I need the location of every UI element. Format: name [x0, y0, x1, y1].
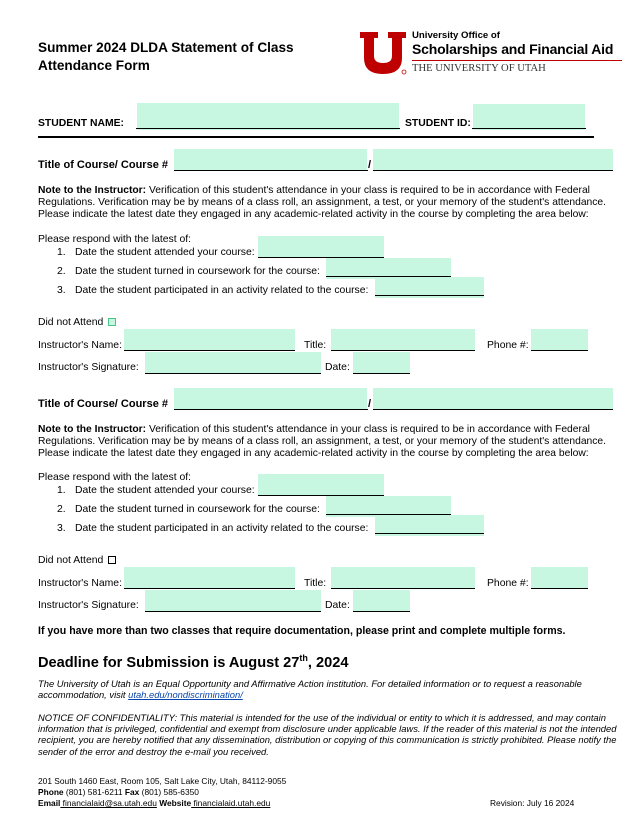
student-name-field[interactable] — [137, 103, 399, 130]
student-name-underline — [136, 128, 400, 129]
course1-instructor-title-field[interactable] — [331, 329, 475, 351]
course1-signature-underline — [145, 373, 321, 374]
course2-title-field[interactable] — [174, 388, 367, 410]
logo-line1: University Office of — [412, 30, 500, 41]
course2-item2-text: Date the student turned in coursework for the course: — [75, 504, 320, 515]
course2-phone-label: Phone #: — [487, 578, 529, 589]
course2-item3-underline — [375, 533, 484, 534]
logo-rule — [412, 60, 622, 61]
course2-instructor-name-field[interactable] — [124, 567, 295, 589]
course2-note: Note to the Instructor: Verification of this student's attendance in your class is required to be in accordance with Federal Regulations. Verification may be by means of a class roll, an assignment, a test, or your memory of the student's attendance. Please indicate the latest date they engaged in any academic-related activity in the course by completing the area below: — [38, 424, 607, 460]
student-name-label: STUDENT NAME: — [38, 118, 125, 129]
multiple-forms-note: If you have more than two classes that require documentation, please print and complete multiple forms. — [38, 625, 566, 637]
course1-phone-field[interactable] — [531, 329, 588, 351]
student-id-label: STUDENT ID: — [405, 118, 471, 129]
course1-item3-underline — [375, 295, 484, 296]
course2-item3-num: 3. — [57, 523, 66, 534]
logo-line3: THE UNIVERSITY OF UTAH — [412, 63, 546, 74]
course1-date-label: Date: — [325, 362, 350, 373]
course2-did-not-attend: Did not Attend — [38, 555, 116, 567]
course1-item3-text: Date the student participated in an activity related to the course: — [75, 285, 369, 296]
course2-instructor-title-field[interactable] — [331, 567, 475, 589]
course2-instructor-name-underline — [124, 588, 295, 589]
course1-instructor-name-underline — [124, 350, 295, 351]
course1-instructor-name-field[interactable] — [124, 329, 295, 351]
course2-item1-num: 1. — [57, 485, 66, 496]
course1-date-field[interactable] — [353, 352, 410, 374]
course1-label: Title of Course/ Course # — [38, 159, 168, 171]
course2-sep: / — [368, 398, 372, 410]
course1-item2-num: 2. — [57, 266, 66, 277]
course2-title-label: Title: — [304, 578, 327, 589]
course2-signature-underline — [145, 611, 321, 612]
block-u-icon — [358, 30, 408, 76]
course1-item2-text: Date the student turned in coursework for the course: — [75, 266, 320, 277]
course1-instructor-name-label: Instructor's Name: — [38, 340, 122, 351]
logo-line2: Scholarships and Financial Aid — [412, 41, 614, 57]
footer-phone-fax: Phone (801) 581-6211 Fax (801) 585-6350 — [38, 787, 199, 797]
course1-title-underline — [174, 170, 368, 171]
course1-item3-num: 3. — [57, 285, 66, 296]
student-id-field[interactable] — [473, 104, 585, 130]
course2-number-underline — [373, 409, 613, 410]
course2-did-not-attend-checkbox[interactable] — [108, 556, 116, 564]
deadline-heading: Deadline for Submission is August 27th, 2024 — [38, 653, 349, 671]
footer-email-link[interactable]: financialaid@sa.utah.edu — [60, 798, 157, 808]
footer-revision: Revision: July 16 2024 — [490, 798, 575, 808]
course2-date-underline — [353, 611, 410, 612]
course1-attended-field[interactable] — [258, 236, 384, 258]
student-id-underline — [472, 128, 586, 129]
course2-item2-num: 2. — [57, 504, 66, 515]
course2-phone-field[interactable] — [531, 567, 588, 589]
course1-did-not-attend-checkbox[interactable] — [108, 318, 116, 326]
course1-sep: / — [368, 159, 372, 171]
eoe-statement: The University of Utah is an Equal Opportunity and Affirmative Action institution. For detailed information or to request a reasonable accommodation, visit utah.edu/nondiscrimination/ — [38, 678, 582, 701]
course1-phone-underline — [531, 350, 588, 351]
course2-attended-field[interactable] — [258, 474, 384, 496]
course1-item1-text: Date the student attended your course: — [75, 247, 255, 258]
course1-number-underline — [373, 170, 613, 171]
course2-signature-field[interactable] — [145, 590, 321, 612]
footer-contact: Email financialaid@sa.utah.edu Website financialaid.utah.edu — [38, 798, 271, 808]
course2-number-field[interactable] — [373, 388, 613, 410]
footer-website-link[interactable]: financialaid.utah.edu — [191, 798, 271, 808]
course1-number-field[interactable] — [373, 149, 613, 171]
course1-item1-num: 1. — [57, 247, 66, 258]
footer-address: 201 South 1460 East, Room 105, Salt Lake City, Utah, 84112-9055 — [38, 776, 287, 786]
course2-item1-text: Date the student attended your course: — [75, 485, 255, 496]
course2-respond-label: Please respond with the latest of: — [38, 472, 192, 483]
course1-signature-field[interactable] — [145, 352, 321, 374]
confidentiality-notice: NOTICE OF CONFIDENTIALITY: This material is intended for the use of the individual or entity to which it is addressed, and may contain information that is privileged, confidential and exempt from disclosure under applicable laws. If the reader of this material is not the intended recipient, you are hereby notified that any dissemination, distribution or copying of this communication is strictly prohibited. Please notify the sender of the error and destroy the e-mail you received. — [38, 712, 617, 757]
course1-date-underline — [353, 373, 410, 374]
course1-title-underline2 — [331, 350, 475, 351]
nondiscrimination-link[interactable]: utah.edu/nondiscrimination/ — [128, 689, 243, 701]
course1-respond-label: Please respond with the latest of: — [38, 234, 192, 245]
university-logo — [358, 30, 628, 78]
course1-title-field[interactable] — [174, 149, 367, 171]
form-title: Summer 2024 DLDA Statement of Class Attendance Form — [38, 40, 294, 73]
course2-date-field[interactable] — [353, 590, 410, 612]
course2-phone-underline — [531, 588, 588, 589]
course2-label: Title of Course/ Course # — [38, 398, 168, 410]
course1-note: Note to the Instructor: Verification of this student's attendance in your class is required to be in accordance with Federal Regulations. Verification may be by means of a class roll, an assignment, a test, or your memory of the student's attendance. Please indicate the latest date they engaged in any academic-related activity in the course by completing the area below: — [38, 185, 607, 221]
course2-title-underline2 — [331, 588, 475, 589]
course2-instructor-name-label: Instructor's Name: — [38, 578, 122, 589]
course2-signature-label: Instructor's Signature: — [38, 600, 139, 611]
course1-title-label: Title: — [304, 340, 327, 351]
course2-title-underline — [174, 409, 368, 410]
divider — [38, 136, 594, 138]
course2-item3-text: Date the student participated in an activity related to the course: — [75, 523, 369, 534]
course1-signature-label: Instructor's Signature: — [38, 362, 139, 373]
course2-date-label: Date: — [325, 600, 350, 611]
course1-did-not-attend: Did not Attend — [38, 317, 116, 329]
course1-phone-label: Phone #: — [487, 340, 529, 351]
